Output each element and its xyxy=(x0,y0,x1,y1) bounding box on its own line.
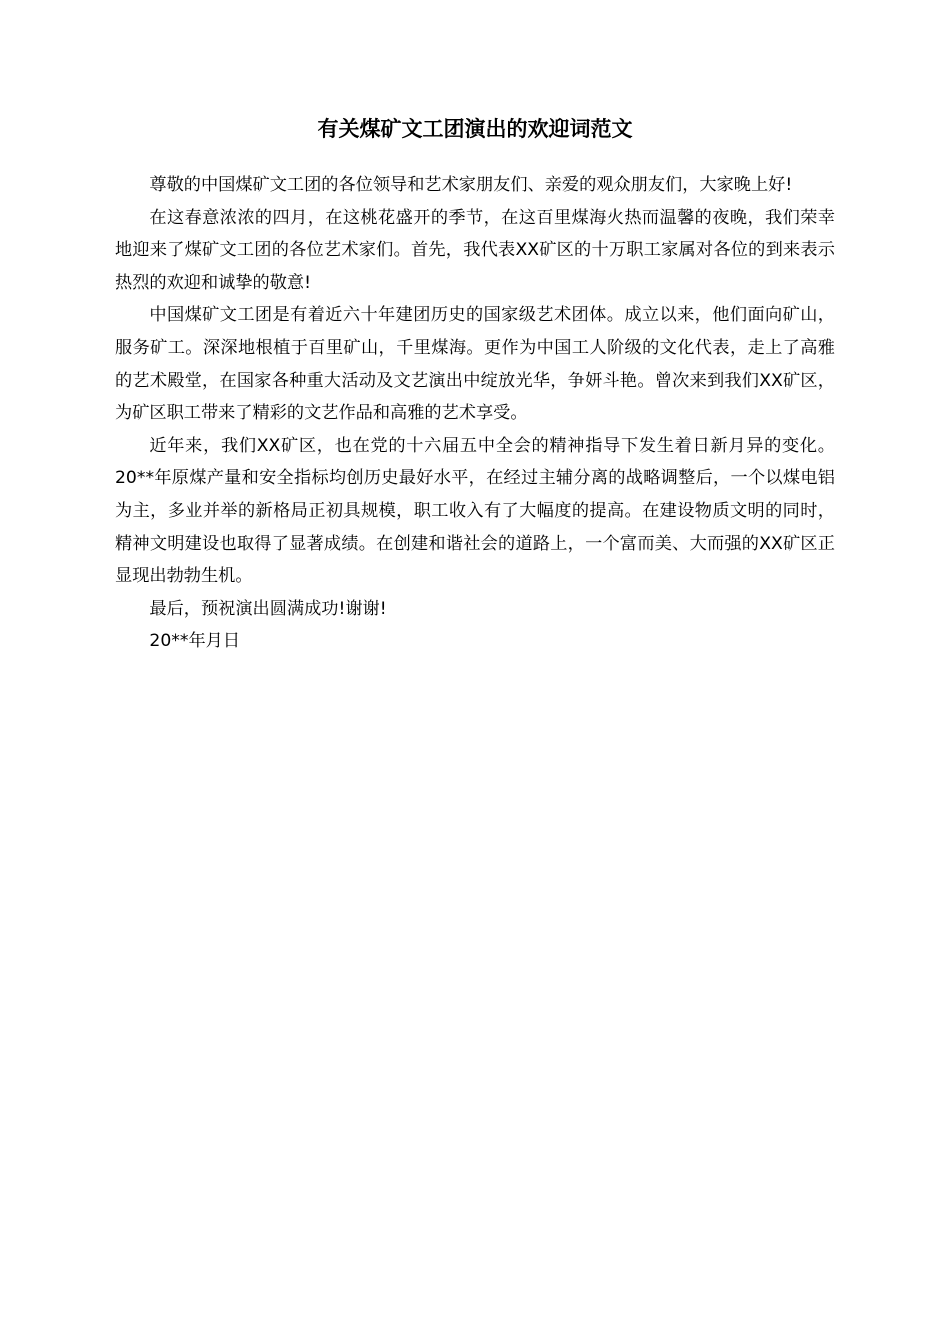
paragraph-troupe-history: 中国煤矿文工团是有着近六十年建团历史的国家级艺术团体。成立以来，他们面向矿山，服务矿工。深深地根植于百里矿山，千里煤海。更作为中国工人阶级的文化代表，走上了高雅的艺术殿堂，在国家各种重大活动及文艺演出中绽放光华，争妍斗艳。曾次来到我们XX矿区，为矿区职工带来了精彩的文艺作品和高雅的艺术享受。 xyxy=(115,305,835,424)
paragraph-greeting: 尊敬的中国煤矿文工团的各位领导和艺术家朋友们、亲爱的观众朋友们，大家晚上好! xyxy=(149,175,793,195)
document-title: 有关煤矿文工团演出的欢迎词范文 xyxy=(317,117,633,141)
paragraph-closing: 最后，预祝演出圆满成功!谢谢! xyxy=(149,598,387,619)
paragraph-mining-area-progress: 近年来，我们XX矿区，也在党的十六届五中全会的精神指导下发生着日新月异的变化。20**年原煤产量和安全指标均创历史最好水平，在经过主辅分离的战略调整后，一个以煤电铝为主，多业并举的新格局正初具规模，职工收入有了大幅度的提高。在建设物质文明的同时，精神文明建设也取得了显著成绩。在创建和谐社会的道路上，一个富而美、大而强的XX矿区正显现出勃勃生机。 xyxy=(115,435,835,587)
document-body xyxy=(115,169,835,658)
paragraph-date: 20**年月日 xyxy=(149,631,241,652)
paragraph-welcome: 在这春意浓浓的四月，在这桃花盛开的季节，在这百里煤海火热而温馨的夜晚，我们荣幸地迎来了煤矿文工团的各位艺术家们。首先，我代表XX矿区的十万职工家属对各位的到来表示热烈的欢迎和诚挚的敬意! xyxy=(115,207,835,293)
